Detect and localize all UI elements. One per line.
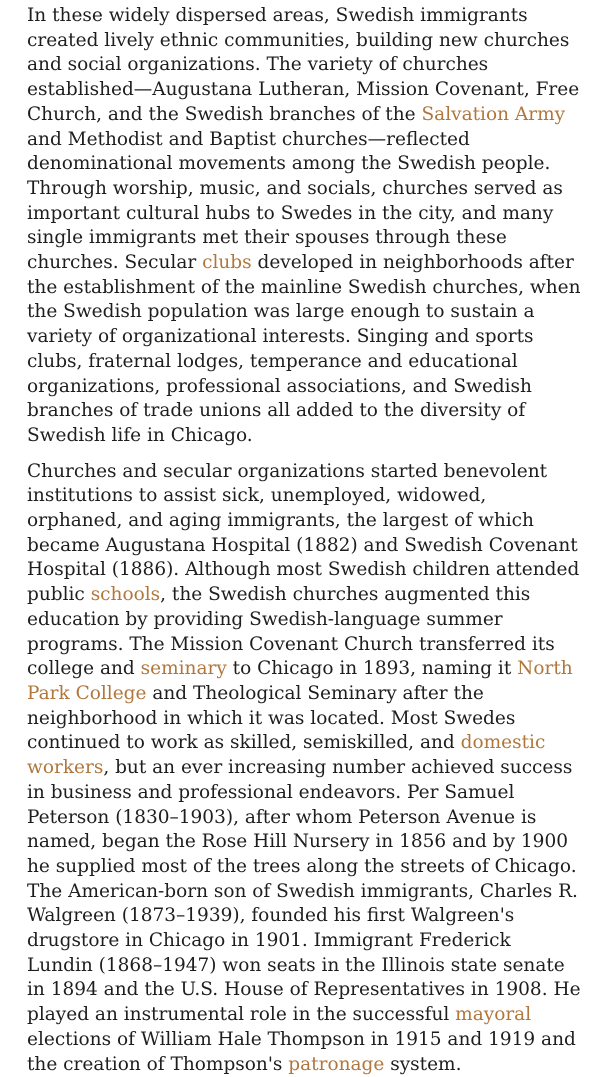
- text-run: system.: [384, 1053, 462, 1075]
- text-run: Churches and secular organizations started benevolent institutions to assist sick, unemployed, widowed, orphaned, and aging immigrants, the largest of which became Augustana Hospital (1882) and Swedish Covenant Hospital (1886). Although most Swedish children attended public: [27, 460, 580, 606]
- link-seminary[interactable]: seminary: [140, 658, 227, 680]
- text-run: and Theological Seminary after the neighborhood in which it was located. Most Swedes continued to work as skilled, semiskilled, and: [27, 682, 516, 754]
- link-domestic-workers[interactable]: domestic workers: [27, 732, 546, 779]
- link-clubs[interactable]: clubs: [202, 252, 252, 274]
- text-run: , but an ever increasing number achieved success in business and professional endeavors. Per Samuel Peterson (1830–1903), after whom Peterson Avenue is named, began the Rose Hill Nursery in 1856 and by 1900 he supplied most of the trees along the streets of Chicago. The American-born son of Swedish immigrants, Charles R. Walgreen (1873–1939), founded his first Walgreen's drugstore in Chicago in 1901. Immigrant Frederick Lundin (1868–1947) won seats in the Illinois state senate in 1894 and the U.S. House of Representatives in 1908. He played an instrumental role in the successful: [27, 757, 581, 1026]
- text-run: 1919 and the creation of Thompson's: [27, 1028, 576, 1075]
- link-patronage[interactable]: patronage: [288, 1053, 385, 1075]
- text-run: elections of William Hale Thompson in 1915 and: [27, 1028, 489, 1050]
- link-mayoral[interactable]: mayoral: [455, 1004, 532, 1026]
- paragraph-1: [27, 4, 581, 449]
- link-north-park-college[interactable]: North Park College: [27, 658, 573, 704]
- article-text: [27, 4, 581, 1077]
- text-run: , the Swedish churches augmented this education by providing Swedish-language summer programs. The Mission Covenant Church transferred its college and: [27, 584, 555, 680]
- text-run: In these widely dispersed areas, Swedish immigrants created lively ethnic communities, building new churches and social organizations. The variety of churches established—Augustana Lutheran, Mission Covenant, Free Church, and the Swedish branches of the: [27, 5, 580, 125]
- text-run: to Chicago in 1893, naming it: [226, 658, 518, 680]
- paragraph-2: [27, 460, 581, 1077]
- link-salvation-army[interactable]: Salvation Army: [421, 103, 566, 125]
- text-run: developed in neighborhoods after the establishment of the mainline Swedish churches, when the Swedish population was large enough to sustain a variety of organizational interests. Singing and sports clubs, fraternal lodges, temperance and educational organizations, professional associations, and Swedish branches of trade unions all added to the diversity of Swedish life in Chicago.: [27, 252, 581, 446]
- link-schools[interactable]: schools: [90, 584, 161, 606]
- text-run: and Methodist and Baptist churches—reflected denominational movements among the Swedish people. Through worship, music, and socials, churches served as important cultural hubs to Swedes in the city, and many single immigrants met their spouses through these churches. Secular: [27, 128, 563, 274]
